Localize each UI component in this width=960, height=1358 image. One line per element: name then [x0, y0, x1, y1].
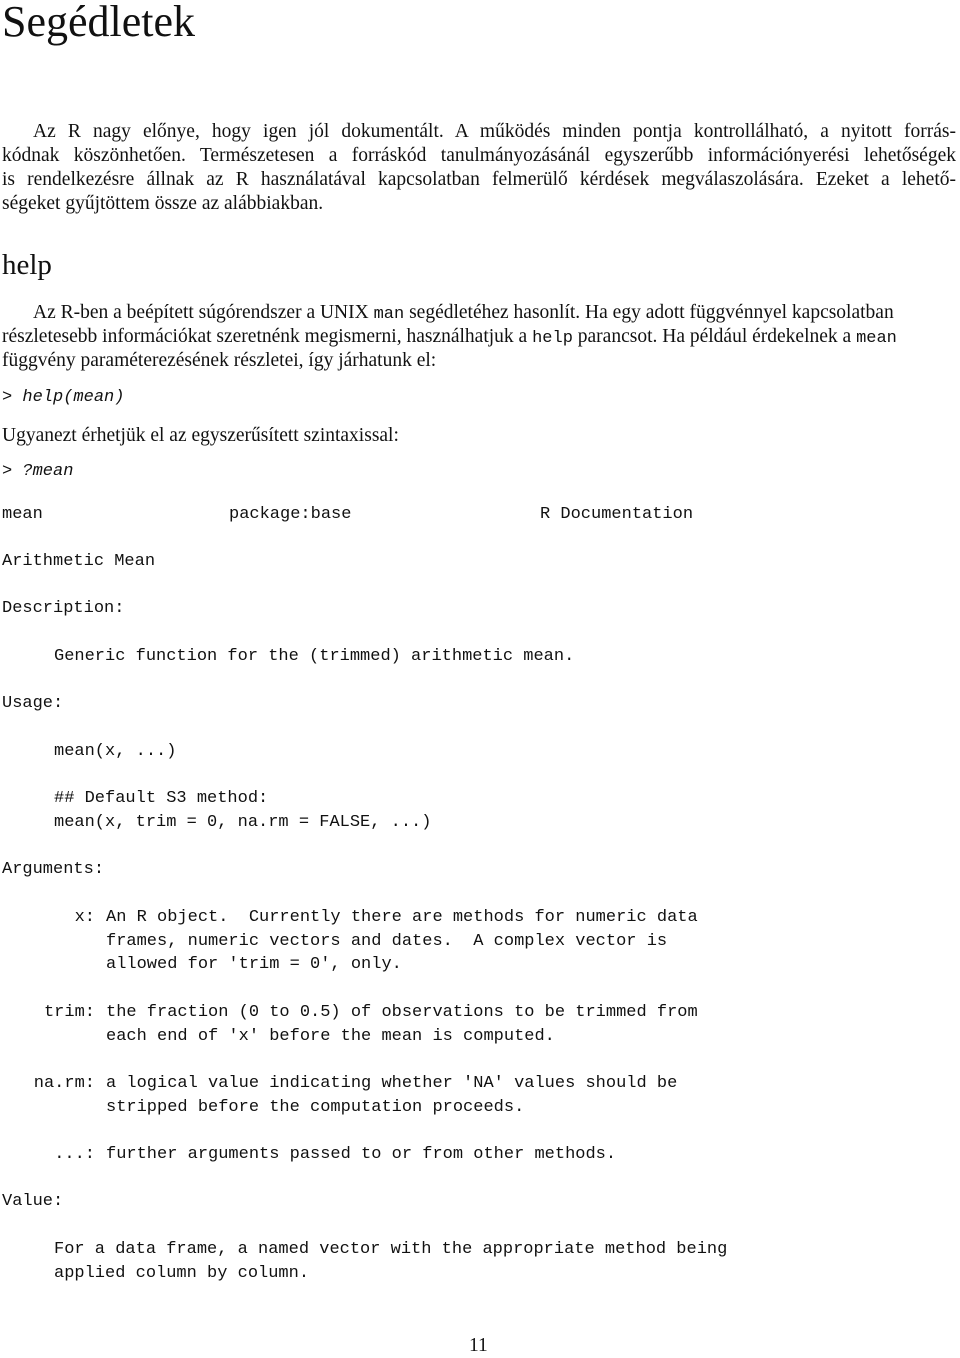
arg-x-line-1: An R object. Currently there are methods for numeric data — [106, 908, 698, 927]
text: részletesebb információkat szeretnénk megismerni, használhatjuk a — [2, 326, 533, 347]
page-number: 11 — [469, 1335, 488, 1356]
rdoc-usage-line-4: mean(x, trim = 0, na.rm = FALSE, ...) — [54, 813, 432, 832]
prompt: > — [2, 388, 23, 407]
page-title: Segédletek — [2, 0, 196, 46]
arg-name-dots: ...: — [54, 1145, 95, 1164]
arg-name-na-rm: na.rm: — [33, 1074, 95, 1093]
rdoc-value-line-1: For a data frame, a named vector with the appropriate method being — [54, 1240, 728, 1259]
arg-trim-line-2: each end of 'x' before the mean is computed. — [106, 1027, 555, 1046]
arg-na-rm-line-2: stripped before the computation proceeds. — [106, 1098, 525, 1117]
arg-dots-line-1: further arguments passed to or from other methods. — [106, 1145, 617, 1164]
rdoc-usage-line-1: mean(x, ...) — [54, 742, 177, 761]
inline-code-help: help — [532, 329, 573, 348]
code-command-2 — [2, 460, 73, 484]
rdoc-header-name: mean — [2, 505, 43, 524]
arg-trim-line-1: the fraction (0 to 0.5) of observations to be trimmed from — [106, 1003, 698, 1022]
help-para-line-1 — [33, 301, 956, 327]
arg-na-rm-line-1: a logical value indicating whether 'NA' values should be — [106, 1074, 678, 1093]
text: segédletéhez hasonlít. Ha egy adott függvénnyel kapcsolatban — [404, 302, 894, 323]
text: Az R-ben a beépített súgórendszer a UNIX — [33, 302, 374, 323]
arg-x-line-2: frames, numeric vectors and dates. A complex vector is — [106, 932, 668, 951]
intro-line-2: kódnak köszönhetően. Természetesen a forráskód tanulmányozásánál egyszerűbb információnyerési lehetőségek — [2, 145, 956, 166]
rdoc-usage-label: Usage: — [2, 694, 64, 713]
command-text: ?mean — [22, 462, 74, 481]
text: parancsot. Ha például érdekelnek a — [572, 326, 857, 347]
command-text: help(mean) — [22, 388, 125, 407]
rdoc-header-doc: R Documentation — [540, 505, 694, 524]
intro-line-4: ségeket gyűjtöttem össze az alábbiakban. — [2, 193, 324, 214]
inline-code-man: man — [373, 305, 405, 324]
help-para-line-2 — [2, 325, 956, 351]
rdoc-header-package: package:base — [229, 505, 352, 524]
rdoc-arguments-label: Arguments: — [2, 860, 105, 879]
help-para-line-3: függvény paraméterezésének részletei, így járhatunk el: — [2, 350, 437, 371]
inline-code-mean: mean — [856, 329, 897, 348]
rdoc-value-line-2: applied column by column. — [54, 1264, 310, 1283]
arg-x-line-3: allowed for 'trim = 0', only. — [106, 955, 402, 974]
arg-name-trim: trim: — [43, 1003, 95, 1022]
rdoc-title: Arithmetic Mean — [2, 552, 156, 571]
code-command-1 — [2, 386, 124, 410]
section-heading-help: help — [2, 249, 52, 281]
help-para-2: Ugyanezt érhetjük el az egyszerűsített szintaxissal: — [2, 425, 399, 446]
intro-line-3: is rendelkezésre állnak az R használatával kapcsolatban felmerülő kérdések megválaszolására. Ezeket a lehető- — [2, 169, 956, 190]
prompt: > — [2, 462, 23, 481]
arg-name-x: x: — [74, 908, 95, 927]
rdoc-usage-line-3: ## Default S3 method: — [54, 789, 269, 808]
rdoc-description: Generic function for the (trimmed) arithmetic mean. — [54, 647, 575, 666]
rdoc-description-label: Description: — [2, 599, 125, 618]
rdoc-value-label: Value: — [2, 1192, 64, 1211]
intro-line-1: Az R nagy előnye, hogy igen jól dokumentált. A működés minden pontja kontrollálható, a nyitott forrás- — [33, 121, 956, 142]
